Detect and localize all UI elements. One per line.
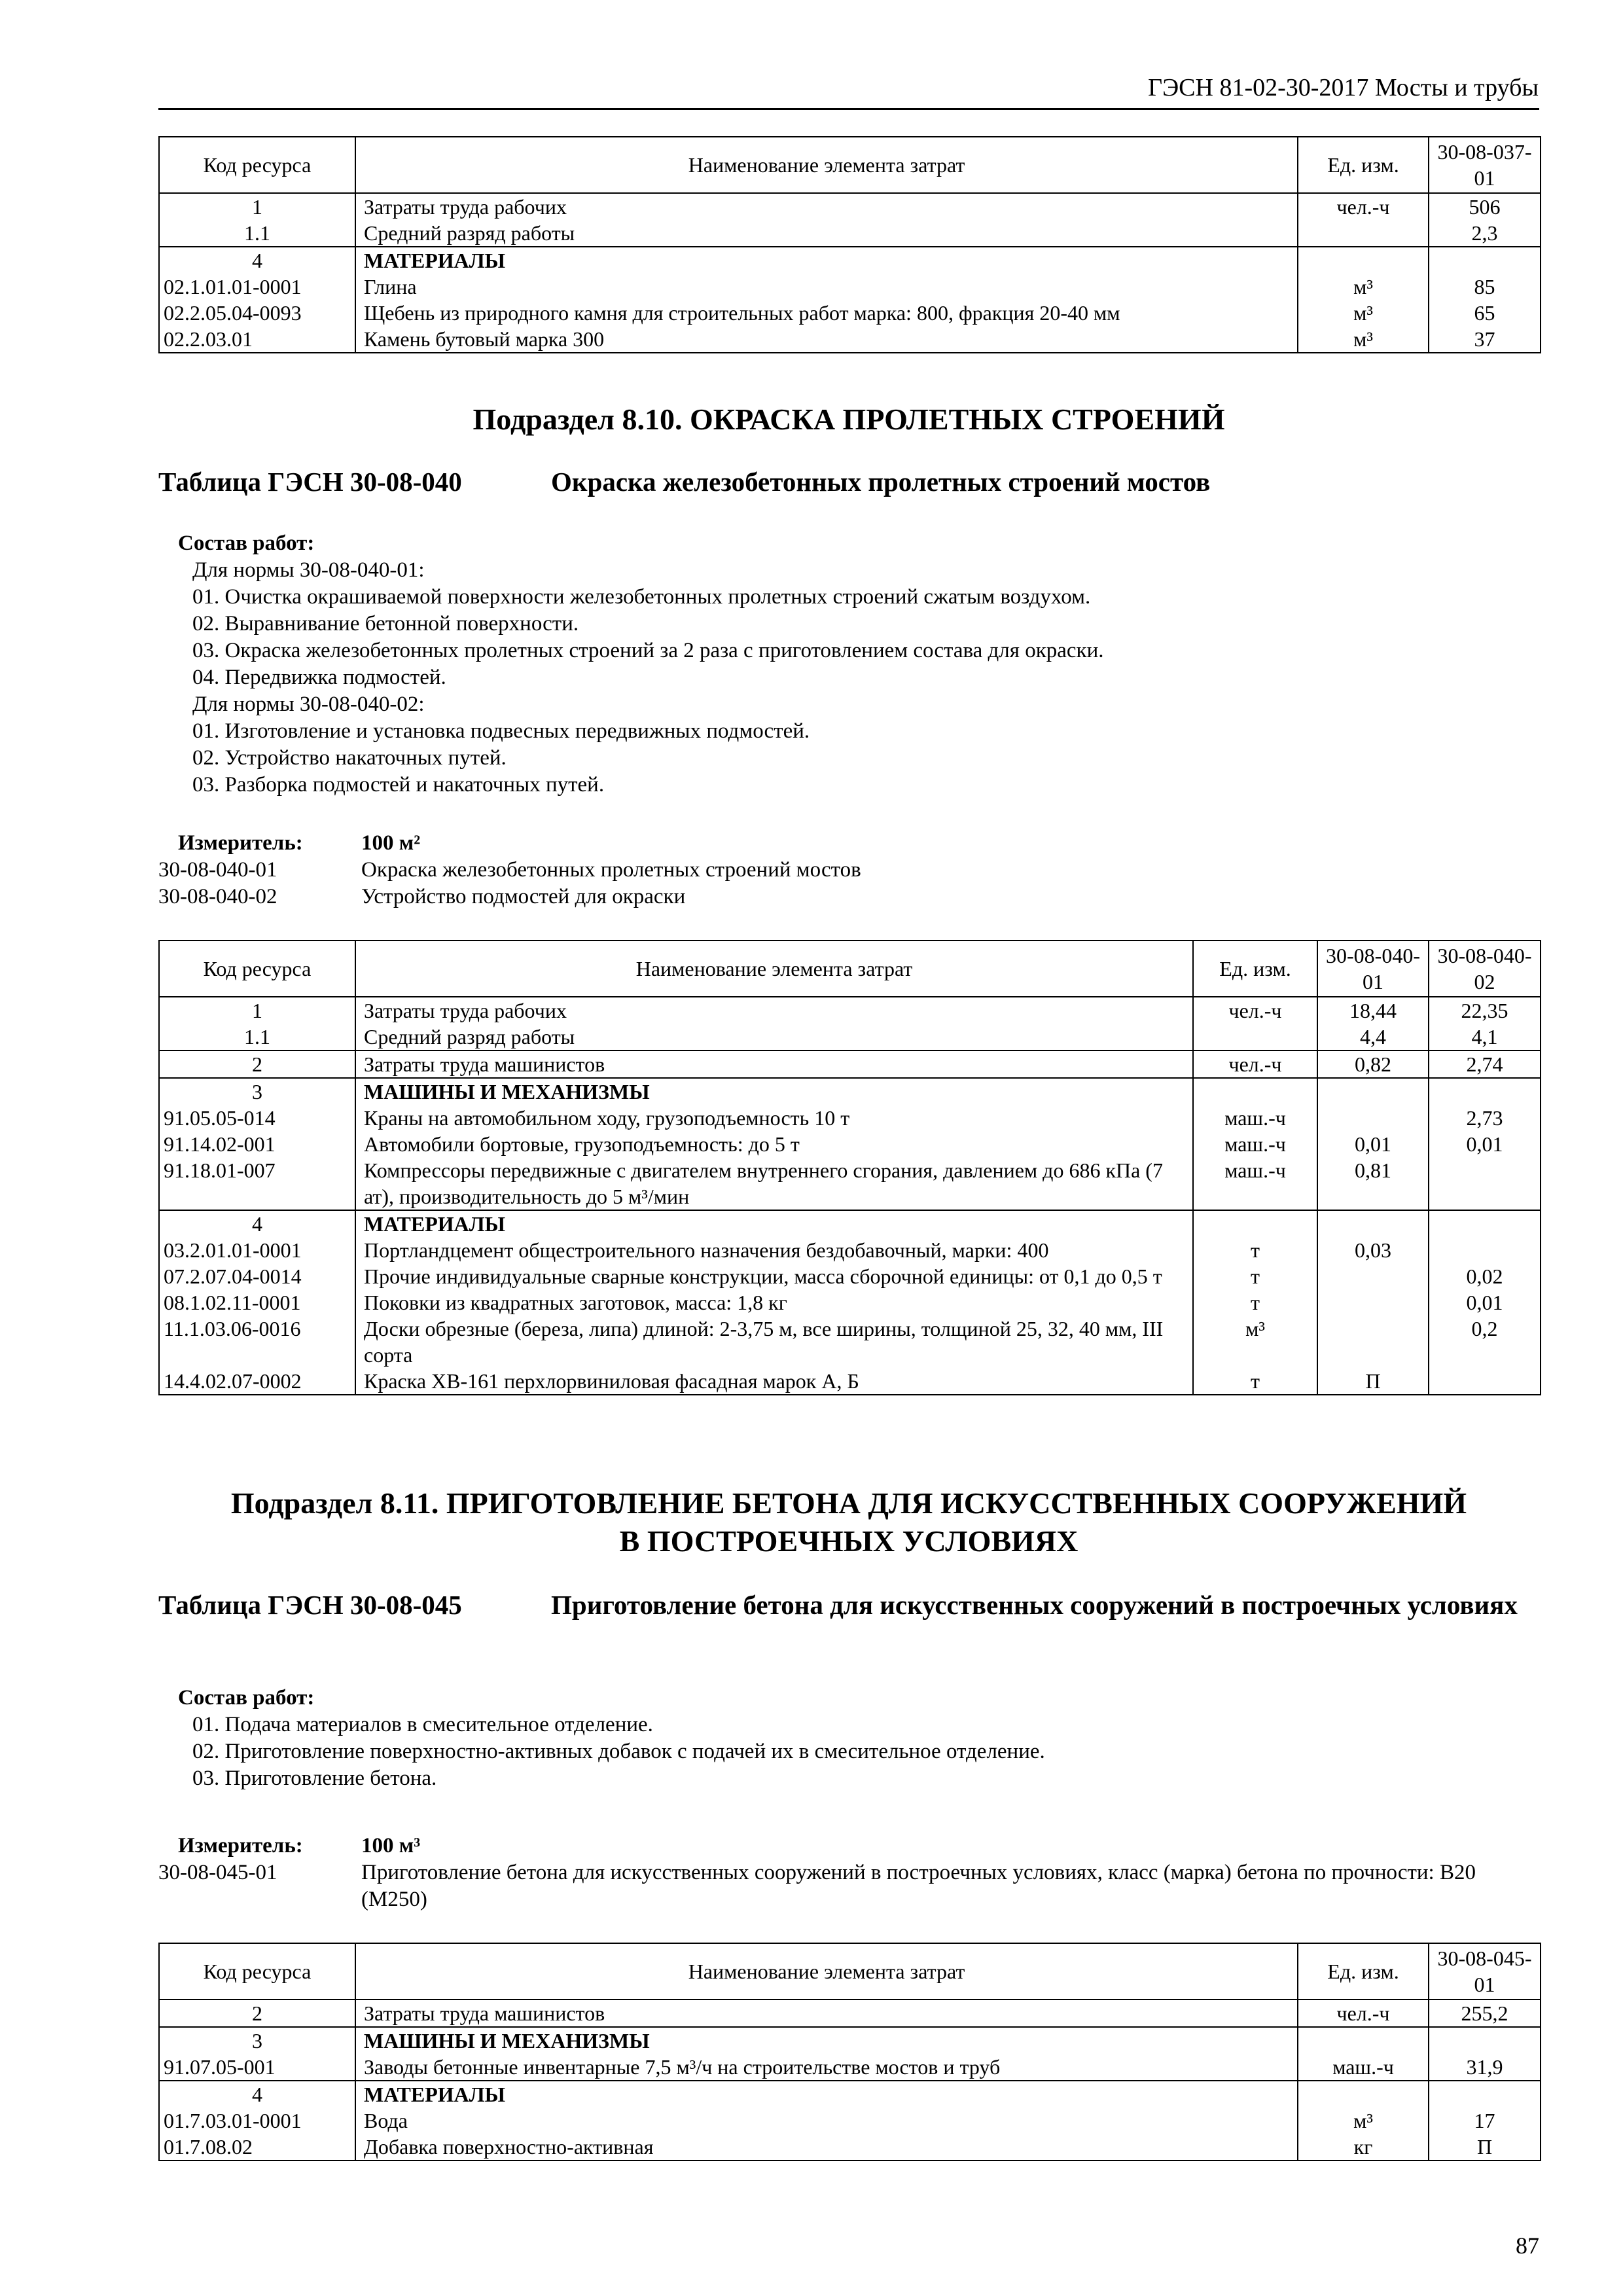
header-code: Код ресурса — [159, 137, 355, 193]
header-unit: Ед. изм. — [1193, 941, 1317, 997]
meter-label: Измеритель: — [178, 1834, 303, 1857]
page-number: 87 — [1516, 2233, 1539, 2259]
table-row: 02.1.01.01-0001 Глина м³ 85 — [159, 274, 1541, 300]
table-name: Приготовление бетона для искусственных сооружений в построечных условиях — [551, 1590, 1518, 1620]
work-line: 02. Устройство накаточных путей. — [192, 746, 507, 770]
work-line: 01. Подача материалов в смесительное отделение. — [192, 1713, 653, 1736]
resource-table-30-08-040 — [158, 940, 1541, 1395]
table-row: 91.18.01-007 Компрессоры передвижные с двигателем внутреннего сгорания, давлением до 686 кПа (7 ат), производительность до 5 м³/мин маш.-ч 0,81 — [159, 1157, 1541, 1210]
header-name: Наименование элемента затрат — [355, 137, 1298, 193]
header-name: Наименование элемента затрат — [355, 941, 1193, 997]
meter-block — [158, 830, 1539, 910]
work-line: 02. Приготовление поверхностно-активных добавок с подачей их в смесительное отделение. — [192, 1740, 1045, 1763]
work-line: 03. Разборка подмостей и накаточных путей. — [192, 773, 605, 797]
table-label: Таблица ГЭСН 30-08-040 — [158, 467, 462, 497]
header-code: Код ресурса — [159, 1943, 355, 2000]
norm-name: Приготовление бетона для искусственных сооружений в построечных условиях, класс (марка) бетона по прочности: B20 (M250) — [361, 1861, 1476, 1911]
norm-name: Устройство подмостей для окраски — [361, 885, 686, 908]
work-line: 02. Выравнивание бетонной поверхности. — [192, 612, 579, 636]
table-label: Таблица ГЭСН 30-08-045 — [158, 1590, 462, 1620]
header-norm-1: 30-08-045-01 — [1429, 1943, 1541, 2000]
table-row: 02.2.03.01 Камень бутовый марка 300 м³ 37 — [159, 326, 1541, 353]
norm-code: 30-08-045-01 — [158, 1861, 277, 1884]
table-row: 1 Затраты труда рабочих чел.-ч 18,44 22,35 — [159, 997, 1541, 1024]
section-title-8-10: Подраздел 8.10. ОКРАСКА ПРОЛЕТНЫХ СТРОЕНИЙ — [473, 403, 1225, 436]
work-line: Для нормы 30-08-040-02: — [192, 692, 425, 716]
table-row: 3 МАШИНЫ И МЕХАНИЗМЫ — [159, 1078, 1541, 1105]
section-title-8-11-line-2: В ПОСТРОЕЧНЫХ УСЛОВИЯХ — [619, 1524, 1079, 1558]
work-heading: Состав работ: — [178, 531, 315, 555]
work-line: 01. Очистка окрашиваемой поверхности железобетонных пролетных строений сжатым воздухом. — [192, 585, 1091, 609]
meter-value: 100 м² — [361, 831, 421, 855]
table-row: 1.1 Средний разряд работы 2,3 — [159, 220, 1541, 247]
table-row: 03.2.01.01-0001 Портландцемент общестроительного назначения бездобавочный, марки: 400 т 0,03 — [159, 1237, 1541, 1263]
work-line: 03. Окраска железобетонных пролетных строений за 2 раза с приготовлением состава для окраски. — [192, 639, 1104, 662]
work-composition — [158, 1685, 1539, 1792]
work-line: 04. Передвижка подмостей. — [192, 666, 446, 689]
meter-label: Измеритель: — [178, 831, 303, 855]
table-row: 07.2.07.04-0014 Прочие индивидуальные сварные конструкции, масса сборочной единицы: от 0,1 до 0,5 т т 0,02 — [159, 1263, 1541, 1289]
table-row: 3 МАШИНЫ И МЕХАНИЗМЫ — [159, 2027, 1541, 2054]
table-row: 11.1.03.06-0016 Доски обрезные (береза, липа) длиной: 2-3,75 м, все ширины, толщиной 25, 32, 40 мм, III сорта м³ 0,2 — [159, 1316, 1541, 1368]
header-unit: Ед. изм. — [1298, 1943, 1429, 2000]
table-row: 91.14.02-001 Автомобили бортовые, грузоподъемность: до 5 т маш.-ч 0,01 0,01 — [159, 1131, 1541, 1157]
table-row: 01.7.08.02 Добавка поверхностно-активная кг П — [159, 2134, 1541, 2161]
header-unit: Ед. изм. — [1298, 137, 1429, 193]
resource-table-30-08-045 — [158, 1943, 1541, 2161]
header-rule — [158, 108, 1539, 110]
table-row: 14.4.02.07-0002 Краска ХВ-161 перхлорвиниловая фасадная марок А, Б т П — [159, 1368, 1541, 1395]
table-row: 4 МАТЕРИАЛЫ — [159, 1210, 1541, 1237]
table-row: 1 Затраты труда рабочих чел.-ч 506 — [159, 193, 1541, 220]
norm-name: Окраска железобетонных пролетных строений мостов — [361, 858, 861, 882]
work-line: Для нормы 30-08-040-01: — [192, 558, 425, 582]
work-heading: Состав работ: — [178, 1686, 315, 1710]
table-row: 01.7.03.01-0001 Вода м³ 17 — [159, 2108, 1541, 2134]
table-row: 02.2.05.04-0093 Щебень из природного камня для строительных работ марка: 800, фракция 20-40 мм м³ 65 — [159, 300, 1541, 326]
table-name: Окраска железобетонных пролетных строений мостов — [551, 467, 1211, 497]
header-norm-1: 30-08-037-01 — [1429, 137, 1541, 193]
running-header: ГЭСН 81-02-30-2017 Мосты и трубы — [1148, 74, 1539, 101]
meter-value: 100 м³ — [361, 1834, 421, 1857]
meter-block — [158, 1833, 1539, 1913]
section-title-8-11-line-1: Подраздел 8.11. ПРИГОТОВЛЕНИЕ БЕТОНА ДЛЯ ИСКУССТВЕННЫХ СООРУЖЕНИЙ — [230, 1486, 1467, 1520]
table-row: 91.05.05-014 Краны на автомобильном ходу, грузоподъемность 10 т маш.-ч 2,73 — [159, 1105, 1541, 1131]
table-row: 91.07.05-001 Заводы бетонные инвентарные 7,5 м³/ч на строительстве мостов и труб маш.-ч 31,9 — [159, 2054, 1541, 2081]
table-row: 1.1 Средний разряд работы 4,4 4,1 — [159, 1024, 1541, 1050]
norm-code: 30-08-040-01 — [158, 858, 277, 882]
norm-code: 30-08-040-02 — [158, 885, 277, 908]
table-row: 4 МАТЕРИАЛЫ — [159, 2081, 1541, 2108]
header-norm-2: 30-08-040-02 — [1429, 941, 1541, 997]
work-composition — [158, 530, 1539, 798]
work-line: 01. Изготовление и установка подвесных передвижных подмостей. — [192, 719, 810, 743]
work-line: 03. Приготовление бетона. — [192, 1767, 437, 1790]
table-row: 4 МАТЕРИАЛЫ — [159, 247, 1541, 274]
resource-table-30-08-037 — [158, 136, 1541, 353]
table-row: 08.1.02.11-0001 Поковки из квадратных заготовок, масса: 1,8 кг т 0,01 — [159, 1289, 1541, 1316]
header-name: Наименование элемента затрат — [355, 1943, 1298, 2000]
table-row: 2 Затраты труда машинистов чел.-ч 0,82 2,74 — [159, 1050, 1541, 1078]
table-row: 2 Затраты труда машинистов чел.-ч 255,2 — [159, 2000, 1541, 2027]
header-code: Код ресурса — [159, 941, 355, 997]
header-norm-1: 30-08-040-01 — [1317, 941, 1429, 997]
